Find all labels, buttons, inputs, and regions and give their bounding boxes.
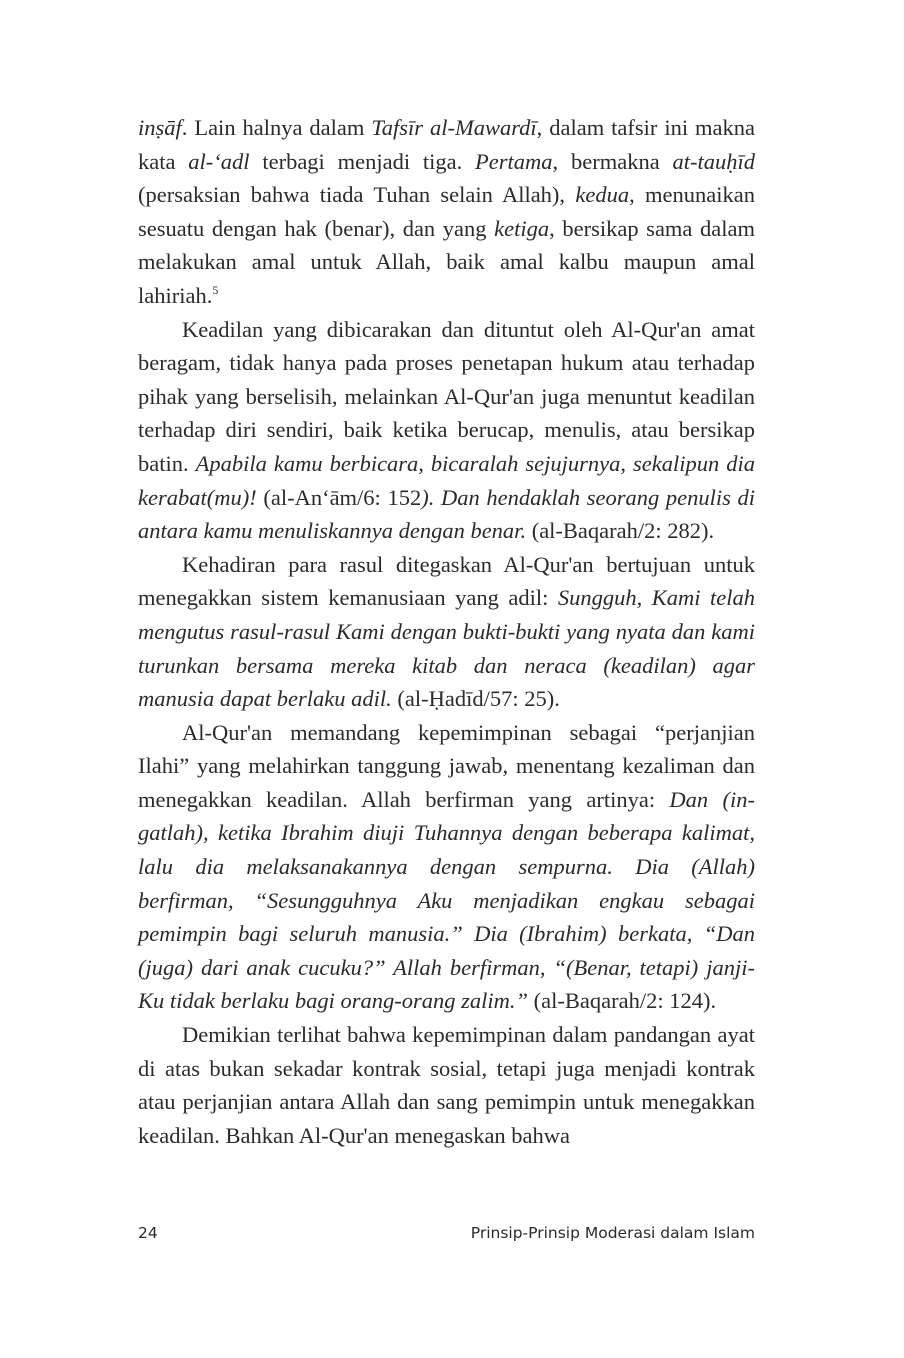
footnote-reference: 5 <box>212 282 219 297</box>
body-text: (al-Baqarah/2: 124). <box>528 988 717 1014</box>
body-text: Kehadiran para rasul ditegaskan Al-Qur'an bertujuan untuk menegakkan sistem kemanusiaan yang adil: <box>138 551 755 611</box>
body-text: (persaksian bahwa tiada Tuhan selain Allah), <box>138 182 576 208</box>
body-text: Keadilan yang dibicarakan dan dituntut oleh Al-Qur'an amat beragam, tidak hanya pada proses penetapan hukum atau terhadap pihak yang berselisih, melainkan Al-Qur'an juga menuntut keadilan terhadap diri sendiri, baik ketika berucap, menulis, atau bersikap batin. <box>138 316 755 476</box>
paragraph <box>138 548 755 716</box>
body-text: (al-Ḥadīd/57: 25). <box>391 686 560 712</box>
italic-text: at-tauḥīd <box>672 148 755 174</box>
body-text: , dalam tafsir ini makna kata <box>138 115 755 174</box>
italic-text: kedua <box>575 182 630 208</box>
body-text: terbagi menjadi tiga. <box>249 148 476 174</box>
italic-text: inṣāf <box>138 115 182 140</box>
page-number: 24 <box>138 1224 158 1242</box>
italic-text: Sungguh, Kami telah mengutus rasul-rasul Kami dengan bukti-bukti yang nyata dan kami turunkan bersama mereka kitab dan neraca (keadilan) agar manusia dapat berlaku adil. <box>138 585 755 712</box>
body-text: , bermakna <box>552 148 673 174</box>
paragraph <box>138 313 755 548</box>
body-text: , bersikap sama dalam melakukan amal untuk Allah, baik amal kalbu maupun amal lahiriah. <box>138 215 755 308</box>
body-text: , menunaikan sesuatu dengan hak (benar), dan yang <box>138 182 755 241</box>
page-footer <box>138 1224 755 1248</box>
body-text: (al-Baqarah/2: 282). <box>526 518 715 544</box>
italic-text: Tafsīr al-Mawardī <box>371 115 537 140</box>
paragraph <box>138 716 755 1018</box>
body-text: . Lain halnya dalam <box>181 115 372 140</box>
italic-text: Dan (ingatlah), ketika Ibrahim diuji Tuhannya dengan beberapa kalimat, lalu dia melaksanakannya dengan sempurna. Dia (Allah) berfirman, “Sesungguhnya Aku menjadikan engkau sebagai pemimpin bagi seluruh manusia.” Dia (Ibrahim) berkata, “Dan (juga) dari anak cucuku?” Allah berfirman, “(Benar, tetapi) janji-Ku tidak berlaku bagi orang-orang zalim.” <box>138 786 755 1014</box>
italic-text: Apabila kamu berbicara, bicaralah sejujurnya, sekalipun dia kerabat(mu)! <box>138 450 755 510</box>
italic-text: ). Dan hendaklah seorang penulis di antara kamu menuliskannya dengan benar. <box>138 484 755 544</box>
running-title: Prinsip-Prinsip Moderasi dalam Islam <box>470 1224 755 1242</box>
paragraph <box>138 1018 755 1152</box>
italic-text: al-‘adl <box>188 148 250 174</box>
body-text: (al-An‘ām/6: 152 <box>256 484 422 510</box>
paragraph <box>138 111 755 313</box>
italic-text: Pertama <box>475 148 553 174</box>
body-text: Al-Qur'an memandang kepemimpinan sebagai “perjanjian Ilahi” yang melahirkan tanggung jawab, menentang kezaliman dan menegakkan keadilan. Allah berfirman yang artinya: <box>138 719 755 812</box>
body-text: Demikian terlihat bahwa kepemimpinan dalam pandangan ayat di atas bukan sekadar kontrak sosial, tetapi juga menjadi kontrak atau perjanjian antara Allah dan sang pemimpin untuk menegakkan keadilan. Bahkan Al-Qur'an menegaskan bahwa <box>138 1022 755 1148</box>
page-body-text <box>138 111 755 1152</box>
italic-text: ketiga <box>494 215 550 241</box>
